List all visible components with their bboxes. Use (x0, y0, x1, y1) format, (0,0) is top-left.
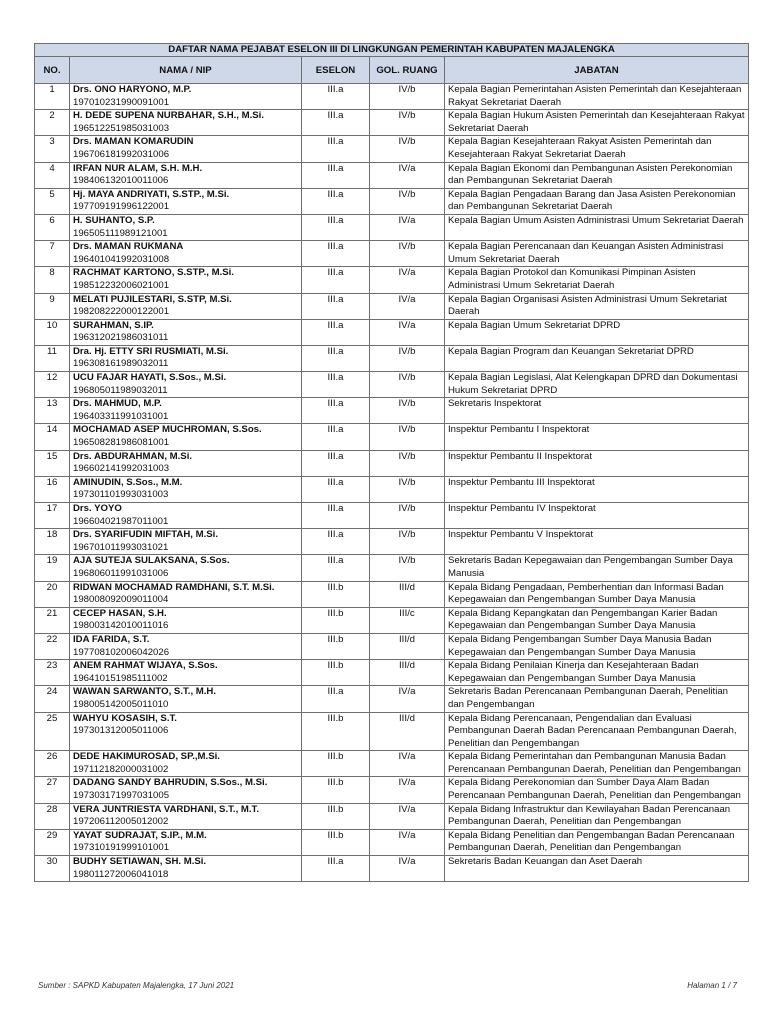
official-name: CECEP HASAN, S.H. (73, 607, 167, 619)
eselon-cell: III.b (302, 712, 370, 751)
table-row (35, 529, 749, 555)
official-nip: 196706181992031006 (73, 148, 170, 160)
table-row (35, 777, 749, 803)
row-number: 18 (35, 529, 70, 555)
gol-ruang-cell: IV/b (370, 476, 445, 502)
name-nip-cell (70, 856, 302, 882)
row-number: 30 (35, 856, 70, 882)
official-nip: 197112182000031002 (73, 763, 169, 775)
official-nip: 196505111989121001 (73, 227, 168, 239)
gol-ruang-cell: IV/a (370, 214, 445, 240)
row-number: 21 (35, 607, 70, 633)
row-number: 10 (35, 319, 70, 345)
name-nip-cell (70, 345, 302, 371)
official-nip: 197010231990091001 (73, 96, 170, 108)
row-number: 12 (35, 372, 70, 398)
table-row (35, 476, 749, 502)
jabatan-cell: Sekretaris Badan Kepegawaian dan Pengembangan Sumber Daya Manusia (445, 555, 749, 581)
name-nip-cell (70, 476, 302, 502)
jabatan-cell: Kepala Bagian Perencanaan dan Keuangan Asisten Administrasi Umum Sekretariat Daerah (445, 241, 749, 267)
name-nip-cell (70, 293, 302, 319)
official-nip: 196312021986031011 (73, 332, 169, 344)
row-number: 19 (35, 555, 70, 581)
eselon-cell: III.a (302, 372, 370, 398)
official-nip: 197301312005011006 (73, 725, 169, 737)
name-nip-cell (70, 110, 302, 136)
name-nip-cell (70, 372, 302, 398)
table-row (35, 856, 749, 882)
eselon-cell: III.a (302, 424, 370, 450)
official-name: ANEM RAHMAT WIJAYA, S.Sos. (73, 660, 218, 672)
eselon-cell: III.a (302, 267, 370, 293)
eselon-cell: III.a (302, 241, 370, 267)
gol-ruang-cell: IV/b (370, 345, 445, 371)
table-row (35, 607, 749, 633)
name-nip-cell (70, 555, 302, 581)
name-nip-cell (70, 398, 302, 424)
eselon-cell: III.a (302, 345, 370, 371)
document-page (34, 43, 748, 882)
name-nip-cell (70, 450, 302, 476)
official-name: MOCHAMAD ASEP MUCHROMAN, S.Sos. (73, 424, 262, 436)
name-nip-cell (70, 803, 302, 829)
table-row (35, 424, 749, 450)
official-name: IRFAN NUR ALAM, S.H. M.H. (73, 162, 203, 174)
table-row (35, 84, 749, 110)
name-nip-cell (70, 829, 302, 855)
gol-ruang-cell: IV/a (370, 162, 445, 188)
official-name: UCU FAJAR HAYATI, S.Sos., M.Si. (73, 372, 227, 384)
gol-ruang-cell: III/d (370, 633, 445, 659)
row-number: 16 (35, 476, 70, 502)
jabatan-cell: Inspektur Pembantu III Inspektorat (445, 476, 749, 502)
official-name: BUDHY SETIAWAN, SH. M.Si. (73, 856, 207, 868)
name-nip-cell (70, 267, 302, 293)
name-nip-cell (70, 424, 302, 450)
eselon-cell: III.a (302, 214, 370, 240)
jabatan-cell: Kepala Bagian Umum Asisten Administrasi Umum Sekretariat Daerah (445, 214, 749, 240)
row-number: 24 (35, 686, 70, 712)
official-name: MELATI PUJILESTARI, S.STP, M.Si. (73, 293, 232, 305)
official-nip: 196604021987011001 (73, 515, 169, 527)
row-number: 8 (35, 267, 70, 293)
gol-ruang-cell: III/d (370, 712, 445, 751)
eselon-cell: III.a (302, 476, 370, 502)
gol-ruang-cell: IV/b (370, 188, 445, 214)
eselon-cell: III.b (302, 777, 370, 803)
row-number: 23 (35, 660, 70, 686)
eselon-cell: III.a (302, 188, 370, 214)
eselon-cell: III.b (302, 803, 370, 829)
jabatan-cell: Kepala Bagian Kesejahteraan Rakyat Asisten Pemerintah dan Kesejahteraan Rakyat Sekretariat Daerah (445, 136, 749, 162)
official-nip: 198003142010011016 (73, 620, 169, 632)
jabatan-cell: Inspektur Pembantu II Inspektorat (445, 450, 749, 476)
official-nip: 198011272006041018 (73, 868, 169, 880)
jabatan-cell: Sekretaris Badan Perencanaan Pembangunan Daerah, Penelitian dan Pengembangan (445, 686, 749, 712)
gol-ruang-cell: IV/b (370, 398, 445, 424)
name-nip-cell (70, 188, 302, 214)
table-row (35, 267, 749, 293)
official-nip: 196805011989032011 (73, 384, 168, 396)
official-name: Dra. Hj. ETTY SRI RUSMIATI, M.Si. (73, 345, 229, 357)
row-number: 15 (35, 450, 70, 476)
eselon-cell: III.a (302, 398, 370, 424)
official-nip: 197708102006042026 (73, 646, 170, 658)
table-row (35, 398, 749, 424)
jabatan-cell: Kepala Bidang Perekonomian dan Sumber Daya Alam Badan Perencanaan Pembangunan Daerah, Penelitian dan Pengembangan (445, 777, 749, 803)
official-nip: 196403311991031001 (73, 410, 169, 422)
eselon-cell: III.a (302, 319, 370, 345)
official-name: IDA FARIDA, S.T. (73, 633, 150, 645)
table-row (35, 293, 749, 319)
eselon-cell: III.a (302, 293, 370, 319)
official-name: SURAHMAN, S.IP. (73, 319, 154, 331)
jabatan-cell: Kepala Bidang Penelitian dan Pengembangan Badan Perencanaan Pembangunan Daerah, Penelitian dan Pengembangan (445, 829, 749, 855)
table-row (35, 829, 749, 855)
row-number: 25 (35, 712, 70, 751)
official-name: Drs. YOYO (73, 503, 122, 514)
jabatan-cell: Kepala Bagian Pemerintahan Asisten Pemerintah dan Kesejahteraan Rakyat Sekretariat Daerah (445, 84, 749, 110)
row-number: 14 (35, 424, 70, 450)
gol-ruang-cell: IV/b (370, 241, 445, 267)
table-row (35, 503, 749, 529)
official-nip: 197709191996122001 (73, 201, 170, 213)
header-no: NO. (35, 57, 70, 84)
official-name: Drs. MAHMUD, M.P. (73, 398, 162, 410)
official-name: VERA JUNTRIESTA VARDHANI, S.T., M.T. (73, 803, 260, 815)
jabatan-cell: Kepala Bidang Pengembangan Sumber Daya Manusia Badan Kepegawaian dan Pengembangan Sumber Daya Manusia (445, 633, 749, 659)
official-nip: 197301101993031003 (73, 489, 169, 501)
row-number: 17 (35, 503, 70, 529)
gol-ruang-cell: IV/b (370, 84, 445, 110)
jabatan-cell: Kepala Bagian Hukum Asisten Pemerintah dan Kesejahteraan Rakyat Sekretariat Daerah (445, 110, 749, 136)
official-name: AJA SUTEJA SULAKSANA, S.Sos. (73, 555, 230, 567)
eselon-cell: III.a (302, 856, 370, 882)
table-row (35, 660, 749, 686)
row-number: 2 (35, 110, 70, 136)
row-number: 29 (35, 829, 70, 855)
gol-ruang-cell: IV/a (370, 856, 445, 882)
official-name: Drs. ABDURAHMAN, M.Si. (73, 450, 193, 462)
eselon-cell: III.a (302, 136, 370, 162)
jabatan-cell: Inspektur Pembantu IV Inspektorat (445, 503, 749, 529)
jabatan-cell: Inspektur Pembantu I Inspektorat (445, 424, 749, 450)
row-number: 20 (35, 581, 70, 607)
name-nip-cell (70, 686, 302, 712)
gol-ruang-cell: IV/a (370, 829, 445, 855)
header-jabatan: JABATAN (445, 57, 749, 84)
row-number: 9 (35, 293, 70, 319)
official-name: YAYAT SUDRAJAT, S.IP., M.M. (73, 829, 207, 841)
name-nip-cell (70, 712, 302, 751)
official-name: DEDE HAKIMUROSAD, SP.,M.Si. (73, 751, 220, 763)
official-nip: 196512251985031003 (73, 122, 170, 134)
official-name: RACHMAT KARTONO, S.STP., M.Si. (73, 267, 234, 279)
header-nama-nip: NAMA / NIP (70, 57, 302, 84)
table-title: DAFTAR NAMA PEJABAT ESELON III DI LINGKUNGAN PEMERINTAH KABUPATEN MAJALENGKA (35, 44, 749, 57)
official-nip: 198208222000122001 (73, 306, 170, 318)
row-number: 27 (35, 777, 70, 803)
jabatan-cell: Kepala Bagian Legislasi, Alat Kelengkapan DPRD dan Dokumentasi Hukum Sekretariat DPRD (445, 372, 749, 398)
official-name: Hj. MAYA ANDRIYATI, S.STP., M.Si. (73, 188, 230, 200)
name-nip-cell (70, 319, 302, 345)
row-number: 26 (35, 751, 70, 777)
official-nip: 198406132010011006 (73, 175, 169, 187)
jabatan-cell: Kepala Bagian Ekonomi dan Pembangunan Asisten Perekonomian dan Pembangunan Sekretariat Daerah (445, 162, 749, 188)
official-name: RIDWAN MOCHAMAD RAMDHANI, S.T. M.Si. (73, 581, 275, 593)
jabatan-cell: Inspektur Pembantu V Inspektorat (445, 529, 749, 555)
eselon-cell: III.a (302, 110, 370, 136)
official-nip: 196401041992031008 (73, 253, 170, 265)
name-nip-cell (70, 633, 302, 659)
jabatan-cell: Kepala Bidang Pengadaan, Pemberhentian dan Informasi Badan Kepegawaian dan Pengembangan Sumber Daya Manusia (445, 581, 749, 607)
table-row (35, 345, 749, 371)
official-name: DADANG SANDY BAHRUDIN, S.Sos., M.Si. (73, 777, 268, 789)
eselon-cell: III.b (302, 751, 370, 777)
official-name: Drs. SYARIFUDIN MIFTAH, M.Si. (73, 529, 218, 541)
table-row (35, 110, 749, 136)
table-row (35, 712, 749, 751)
official-nip: 196508281986081001 (73, 437, 170, 449)
eselon-cell: III.b (302, 660, 370, 686)
name-nip-cell (70, 136, 302, 162)
table-row (35, 319, 749, 345)
official-nip: 198008092009011004 (73, 594, 169, 606)
footer-page-number: Halaman 1 / 7 (687, 981, 737, 990)
official-nip: 197310191999101001 (73, 842, 170, 854)
gol-ruang-cell: IV/a (370, 803, 445, 829)
eselon-cell: III.a (302, 162, 370, 188)
row-number: 6 (35, 214, 70, 240)
official-name: Drs. MAMAN KOMARUDIN (73, 136, 194, 148)
gol-ruang-cell: IV/b (370, 372, 445, 398)
table-row (35, 450, 749, 476)
row-number: 7 (35, 241, 70, 267)
official-name: WAHYU KOSASIH, S.T. (73, 712, 177, 724)
official-nip: 196410151985111002 (73, 672, 168, 684)
name-nip-cell (70, 777, 302, 803)
official-nip: 196806011991031006 (73, 567, 169, 579)
gol-ruang-cell: IV/a (370, 293, 445, 319)
eselon-cell: III.b (302, 633, 370, 659)
name-nip-cell (70, 503, 302, 529)
jabatan-cell: Kepala Bagian Protokol dan Komunikasi Pimpinan Asisten Administrasi Umum Sekretariat Daerah (445, 267, 749, 293)
jabatan-cell: Sekretaris Badan Keuangan dan Aset Daerah (445, 856, 749, 882)
gol-ruang-cell: IV/a (370, 686, 445, 712)
official-name: H. SUHANTO, S.P. (73, 214, 155, 226)
jabatan-cell: Kepala Bidang Kepangkatan dan Pengembangan Karier Badan Kepegawaian dan Pengembangan Sumber Daya Manusia (445, 607, 749, 633)
eselon-cell: III.a (302, 84, 370, 110)
row-number: 5 (35, 188, 70, 214)
row-number: 22 (35, 633, 70, 659)
table-row (35, 214, 749, 240)
jabatan-cell: Kepala Bidang Penilaian Kinerja dan Kesejahteraan Badan Kepegawaian dan Pengembangan Sumber Daya Manusia (445, 660, 749, 686)
table-row (35, 803, 749, 829)
gol-ruang-cell: IV/a (370, 319, 445, 345)
official-nip: 197206112005012002 (73, 816, 169, 828)
jabatan-cell: Kepala Bidang Infrastruktur dan Kewilayahan Badan Perencanaan Pembangunan Daerah, Penelitian dan Pengembangan (445, 803, 749, 829)
official-nip: 196701011993031021 (73, 541, 169, 553)
gol-ruang-cell: IV/b (370, 136, 445, 162)
eselon-cell: III.a (302, 450, 370, 476)
name-nip-cell (70, 751, 302, 777)
gol-ruang-cell: IV/b (370, 503, 445, 529)
gol-ruang-cell: III/c (370, 607, 445, 633)
row-number: 13 (35, 398, 70, 424)
row-number: 28 (35, 803, 70, 829)
name-nip-cell (70, 660, 302, 686)
name-nip-cell (70, 607, 302, 633)
gol-ruang-cell: IV/b (370, 529, 445, 555)
header-gol-ruang: GOL. RUANG (370, 57, 445, 84)
gol-ruang-cell: IV/b (370, 424, 445, 450)
table-row (35, 581, 749, 607)
table-row (35, 241, 749, 267)
name-nip-cell (70, 84, 302, 110)
eselon-cell: III.a (302, 503, 370, 529)
table-row (35, 751, 749, 777)
row-number: 3 (35, 136, 70, 162)
eselon-cell: III.b (302, 829, 370, 855)
table-row (35, 188, 749, 214)
gol-ruang-cell: III/d (370, 660, 445, 686)
gol-ruang-cell: IV/b (370, 450, 445, 476)
gol-ruang-cell: IV/b (370, 110, 445, 136)
official-name: Drs. ONO HARYONO, M.P. (73, 84, 192, 95)
gol-ruang-cell: IV/b (370, 555, 445, 581)
official-name: WAWAN SARWANTO, S.T., M.H. (73, 686, 217, 698)
row-number: 1 (35, 84, 70, 110)
name-nip-cell (70, 581, 302, 607)
official-nip: 197303171997031005 (73, 790, 170, 802)
jabatan-cell: Kepala Bagian Umum Sekretariat DPRD (445, 319, 749, 345)
header-eselon: ESELON (302, 57, 370, 84)
official-name: AMINUDIN, S.Sos., M.M. (73, 476, 183, 488)
jabatan-cell: Kepala Bagian Pengadaan Barang dan Jasa Asisten Perekonomian dan Pembangunan Sekretariat Daerah (445, 188, 749, 214)
gol-ruang-cell: IV/a (370, 777, 445, 803)
table-row (35, 686, 749, 712)
eselon-cell: III.b (302, 581, 370, 607)
officials-table (34, 43, 749, 882)
official-nip: 196308161989032011 (73, 358, 169, 370)
eselon-cell: III.a (302, 686, 370, 712)
jabatan-cell: Kepala Bagian Organisasi Asisten Administrasi Umum Sekretariat Daerah (445, 293, 749, 319)
gol-ruang-cell: IV/a (370, 751, 445, 777)
jabatan-cell: Kepala Bidang Pemerintahan dan Pembangunan Manusia Badan Perencanaan Pembangunan Daerah, Penelitian dan Pengembangan (445, 751, 749, 777)
gol-ruang-cell: IV/a (370, 267, 445, 293)
eselon-cell: III.a (302, 555, 370, 581)
official-nip: 198005142005011010 (73, 698, 169, 710)
table-row (35, 136, 749, 162)
jabatan-cell: Kepala Bidang Perencanaan, Pengendalian dan Evaluasi Pembangunan Daerah Badan Perencanaan Pembangunan Daerah, Penelitian dan Pengembangan (445, 712, 749, 751)
official-nip: 198512232006021001 (73, 279, 170, 291)
eselon-cell: III.a (302, 529, 370, 555)
official-name: Drs. MAMAN RUKMANA (73, 241, 184, 253)
table-row (35, 162, 749, 188)
official-nip: 196602141992031003 (73, 463, 170, 475)
table-row (35, 555, 749, 581)
gol-ruang-cell: III/d (370, 581, 445, 607)
jabatan-cell: Kepala Bagian Program dan Keuangan Sekretariat DPRD (445, 345, 749, 371)
name-nip-cell (70, 214, 302, 240)
table-row (35, 633, 749, 659)
eselon-cell: III.b (302, 607, 370, 633)
table-row (35, 372, 749, 398)
jabatan-cell: Sekretaris Inspektorat (445, 398, 749, 424)
row-number: 4 (35, 162, 70, 188)
footer-source: Sumber : SAPKD Kabupaten Majalengka, 17 Juni 2021 (38, 981, 235, 990)
name-nip-cell (70, 529, 302, 555)
name-nip-cell (70, 162, 302, 188)
official-name: H. DEDE SUPENA NURBAHAR, S.H., M.Si. (73, 110, 265, 122)
name-nip-cell (70, 241, 302, 267)
row-number: 11 (35, 345, 70, 371)
